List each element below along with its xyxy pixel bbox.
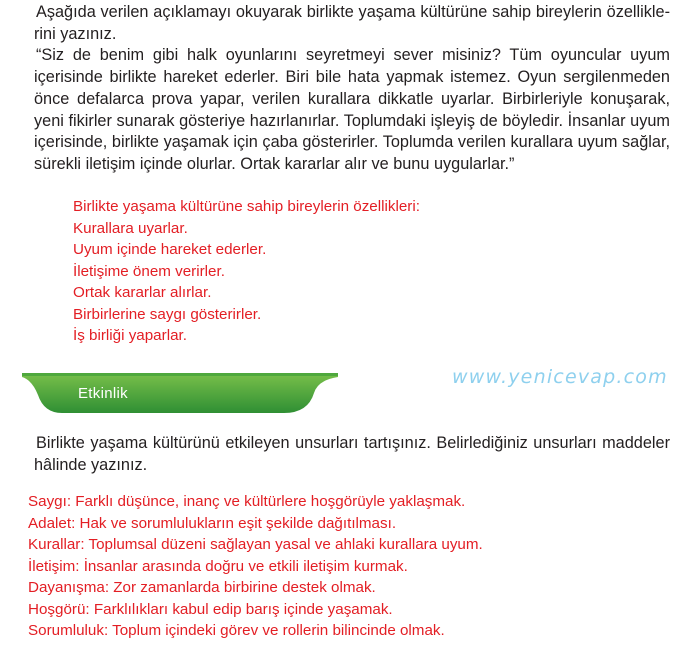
question-2 <box>34 433 670 476</box>
list-item: Sorumluluk: Toplum içindeki görev ve rollerin bilincinde olmak. <box>28 622 445 639</box>
answer-2-list <box>28 491 483 642</box>
question-1-prompt: Aşağıda verilen açıklamayı okuyarak birlikte yaşama kültürüne sahip bireylerin özelliklerini yazınız. <box>34 3 670 43</box>
question-1 <box>34 2 670 176</box>
list-item: Adalet: Hak ve sorumlulukların eşit şekilde dağıtılması. <box>28 514 397 532</box>
banner-label: Etkinlik <box>78 385 128 402</box>
list-item: İletişime önem verirler. <box>73 262 225 280</box>
question-2-prompt: Birlikte yaşama kültürünü etkileyen unsurları tartışınız. Belirlediğiniz unsurları maddeler hâlinde yazınız. <box>34 434 670 474</box>
list-item: İş birliği yaparlar. <box>73 327 187 344</box>
list-item: Kurallara uyarlar. <box>73 219 188 237</box>
list-item: Ortak kararlar alırlar. <box>73 284 212 301</box>
watermark: www.yenicevap.com <box>452 366 668 388</box>
etkinlik-banner <box>22 373 338 413</box>
list-item: Saygı: Farklı düşünce, inanç ve kültürlere hoşgörüyle yaklaşmak. <box>28 493 466 510</box>
list-item: Uyum içinde hareket ederler. <box>73 241 267 258</box>
list-item: İletişim: İnsanlar arasında doğru ve etkili iletişim kurmak. <box>28 557 408 575</box>
list-item: Kurallar: Toplumsal düzeni sağlayan yasal ve ahlaki kurallara uyum. <box>28 536 483 553</box>
answer-1-heading: Birlikte yaşama kültürüne sahip bireylerin özellikleri: <box>73 198 420 215</box>
list-item: Hoşgörü: Farklılıkları kabul edip barış içinde yaşamak. <box>28 600 393 618</box>
question-1-quote: “Siz de benim gibi halk oyunlarını seyretmeyi sever misiniz? Tüm oyuncular uyum içerisinde birlikte hareket ederler. Biri bile hata yapmak istemez. Oyun sergilenmeden önce defalarca prova yapar, verilen kurallara dikkatle uyarlar. Birbirleriyle konuşarak, yeni fikirler sunarak gösteriye hazırlanırlar. Toplumdaki işleyiş de böyledir. İnsanlar uyum içerisinde, birlikte yaşamak için çaba gösterirler. Toplumda verilen kurallara uyum sağlar, sürekli iletişim içinde olurlar. Ortak kararlar alır ve bunu uygularlar.” <box>34 46 670 173</box>
list-item: Dayanışma: Zor zamanlarda birbirine destek olmak. <box>28 579 376 596</box>
answer-1-list <box>73 196 420 347</box>
list-item: Birbirlerine saygı gösterirler. <box>73 305 262 323</box>
